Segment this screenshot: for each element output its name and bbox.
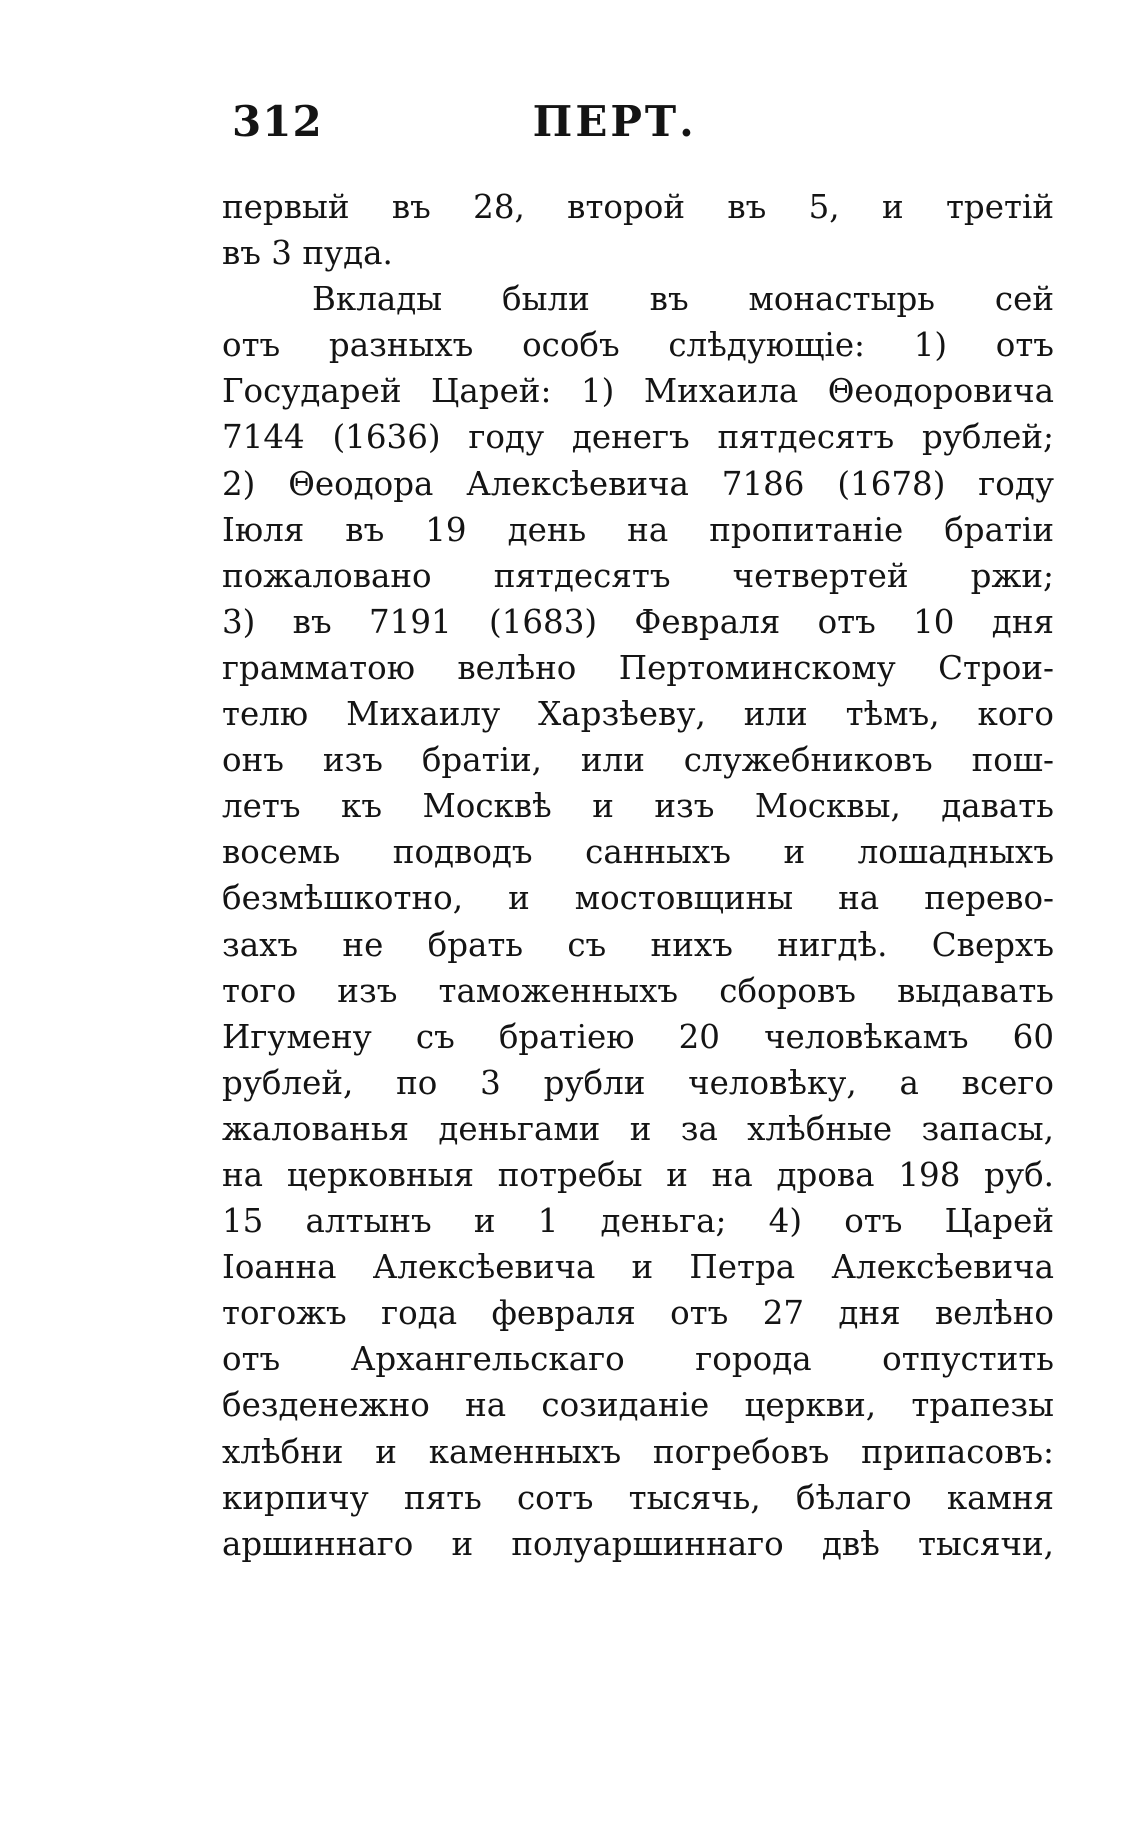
- text-line: Іюля въ 19 день на пропитаніе братіи: [222, 510, 1054, 549]
- page-header: [232, 86, 702, 146]
- text-line: отъ Архангельскаго города отпустить: [222, 1340, 1054, 1379]
- running-head: ПЕРТ.: [532, 97, 697, 146]
- text-line: кирпичу пять сотъ тысячь, бѣлаго камня: [222, 1478, 1054, 1517]
- text-line: Государей Царей: 1) Михаила Θеодоровича: [222, 372, 1054, 411]
- text-line: отъ разныхъ особъ слѣдующіе: 1) отъ: [222, 326, 1054, 365]
- text-line: жалованья деньгами и за хлѣбные запасы,: [222, 1109, 1054, 1148]
- text-line: 2) Θеодора Алексѣевича 7186 (1678) году: [222, 464, 1054, 503]
- text-line: пожаловано пятдесятъ четвертей ржи;: [222, 556, 1054, 595]
- text-line: на церковныя потребы и на дрова 198 руб.: [222, 1155, 1054, 1194]
- text-line: первый въ 28, второй въ 5, и третій: [222, 188, 1054, 226]
- text-line: телю Михаилу Харзѣеву, или тѣмъ, кого: [222, 695, 1054, 734]
- text-line: тогожъ года февраля отъ 27 дня велѣно: [222, 1294, 1054, 1333]
- text-line: грамматою велѣно Пертоминскому Строи-: [222, 648, 1054, 687]
- text-line: хлѣбни и каменныхъ погребовъ припасовъ:: [222, 1432, 1054, 1471]
- page-number: 312: [232, 97, 323, 146]
- text-line: 15 алтынъ и 1 деньга; 4) отъ Царей: [222, 1202, 1054, 1241]
- text-line: аршиннаго и полуаршиннаго двѣ тысячи,: [222, 1524, 1054, 1563]
- text-line: 3) въ 7191 (1683) Февраля отъ 10 дня: [222, 602, 1054, 641]
- text-line: Игумену съ братіею 20 человѣкамъ 60: [222, 1017, 1054, 1056]
- text-line: 7144 (1636) году денегъ пятдесятъ рублей;: [222, 418, 1054, 457]
- text-line: того изъ таможенныхъ сборовъ выдавать: [222, 971, 1054, 1010]
- text-line: безмѣшкотно, и мостовщины на перево-: [222, 879, 1054, 918]
- text-line: восемь подводъ санныхъ и лошадныхъ: [222, 833, 1054, 872]
- text-line: Вклады были въ монастырь сей: [312, 280, 1054, 319]
- text-line: Іоанна Алексѣевича и Петра Алексѣевича: [222, 1248, 1054, 1287]
- text-line: въ 3 пуда.: [222, 234, 393, 273]
- body-text: [222, 184, 1054, 1567]
- text-line: безденежно на созиданіе церкви, трапезы: [222, 1386, 1054, 1425]
- text-line: онъ изъ братіи, или служебниковъ пош-: [222, 741, 1054, 780]
- text-line: захъ не брать съ нихъ нигдѣ. Сверхъ: [222, 925, 1054, 964]
- text-line: рублей, по 3 рубли человѣку, а всего: [222, 1063, 1054, 1102]
- text-line: летъ къ Москвѣ и изъ Москвы, давать: [222, 787, 1054, 826]
